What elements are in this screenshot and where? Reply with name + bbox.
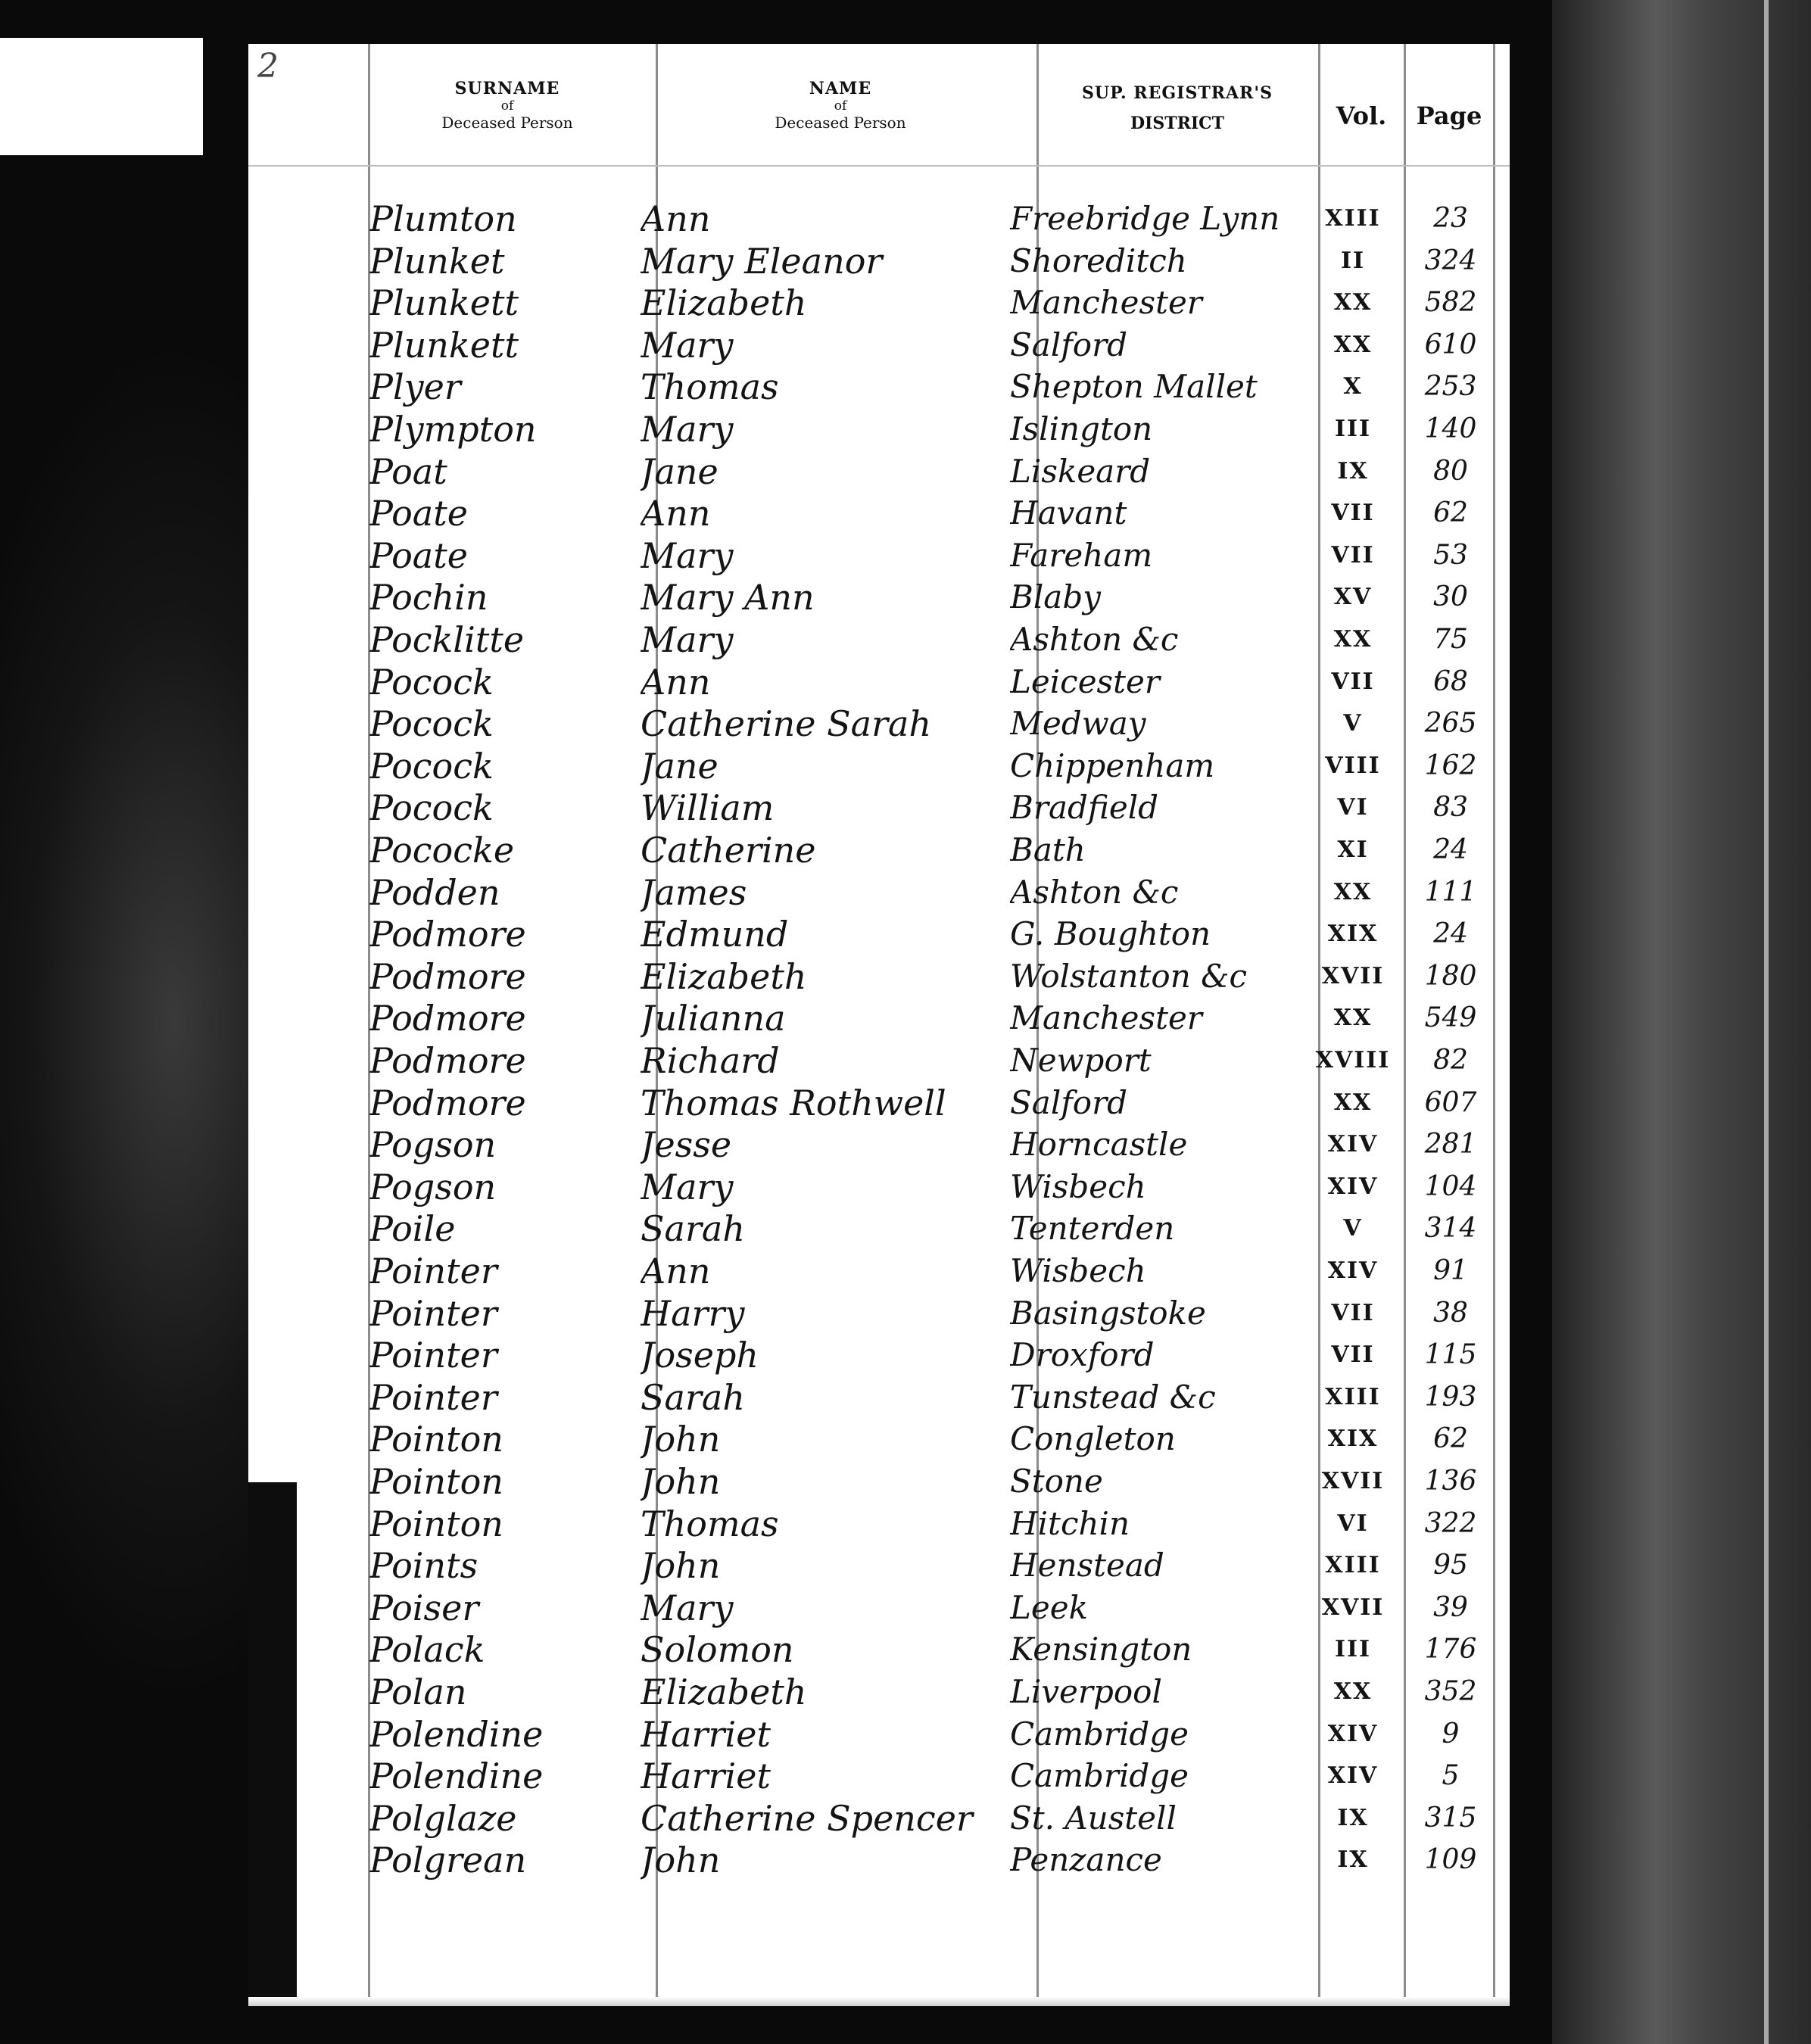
entry-page: 265 [1424,708,1477,739]
entry-vol: XIV [1327,1721,1379,1747]
entry-district: Islington [1010,410,1153,447]
entry-page: 109 [1424,1844,1477,1875]
entry-page: 115 [1424,1339,1477,1370]
entry-surname: Pointer [369,1335,497,1376]
header-name [727,79,954,132]
entry-page: 38 [1433,1298,1468,1329]
entry-name: Mary [641,1167,734,1207]
entry-name: Catherine Sarah [641,703,932,744]
entry-district: Chippenham [1010,747,1215,784]
entry-page: 83 [1433,792,1468,823]
entry-page: 322 [1424,1508,1477,1539]
entry-name: Jesse [641,1124,732,1165]
entry-page: 95 [1433,1550,1468,1581]
table-row [0,1251,1514,1292]
header-name-of: of [834,98,847,114]
entry-page: 91 [1433,1255,1468,1286]
entry-name: Mary [641,1588,734,1628]
entry-vol: XX [1333,1089,1373,1116]
entry-vol: III [1334,416,1372,442]
entry-district: Shoreditch [1010,242,1187,279]
entry-surname: Poat [369,451,447,492]
entry-name: John [641,1545,721,1586]
table-row [0,1335,1514,1376]
entry-page: 607 [1424,1087,1477,1118]
entry-page: 176 [1424,1634,1477,1665]
entry-page: 39 [1433,1592,1468,1623]
table-row [0,325,1514,366]
entry-page: 610 [1424,329,1477,360]
entry-district: St. Austell [1010,1799,1177,1837]
entry-surname: Poate [369,493,468,534]
entry-surname: Podmore [369,1040,526,1081]
entry-name: Sarah [641,1377,745,1418]
entry-page: 193 [1424,1382,1477,1413]
entry-vol: XVIII [1315,1047,1391,1073]
entry-district: Tenterden [1010,1210,1175,1247]
entry-district: Blaby [1010,578,1101,615]
entry-surname: Poate [369,535,468,576]
entry-district: Medway [1010,705,1146,742]
entry-vol: XX [1333,289,1373,316]
entry-page: 82 [1433,1045,1468,1076]
table-row [0,409,1514,450]
entry-vol: XV [1333,584,1373,610]
entry-district: Ashton &c [1010,621,1179,658]
entry-vol: VII [1331,500,1375,526]
entry-name: Sarah [641,1208,745,1249]
entry-page: 315 [1424,1803,1477,1834]
entry-name: Ann [641,1251,711,1292]
entry-page: 324 [1424,245,1477,276]
entry-page: 352 [1424,1676,1477,1707]
entry-name: Ann [641,493,711,534]
entry-district: Hitchin [1010,1505,1130,1542]
entry-vol: VIII [1325,752,1381,779]
entry-surname: Pochin [369,577,488,618]
entry-vol: VII [1331,542,1375,569]
entry-surname: Podden [369,872,500,913]
entry-surname: Polack [369,1629,485,1670]
header-name-sub: Deceased Person [775,114,906,132]
table-row [0,1714,1514,1755]
entry-vol: II [1340,248,1366,274]
entry-district: Shepton Mallet [1010,368,1258,405]
entry-surname: Podmore [369,998,526,1039]
header-name-main: NAME [809,79,872,98]
table-row [0,241,1514,282]
entry-name: John [641,1419,721,1460]
table-row [0,1840,1514,1880]
header-surname [409,79,606,132]
entry-page: 75 [1433,624,1468,655]
entry-vol: V [1343,1215,1363,1242]
film-edge-line [1764,0,1769,2044]
entry-vol: VII [1331,1341,1375,1368]
table-row [0,577,1514,618]
entry-district: Newport [1010,1042,1152,1079]
entry-district: Wisbech [1010,1252,1146,1289]
entry-surname: Poiser [369,1588,479,1628]
entry-district: Freebridge Lynn [1010,200,1280,237]
entry-district: Kensington [1010,1631,1192,1668]
table-row [0,619,1514,660]
entry-name: Mary [641,619,734,660]
table-row [0,1040,1514,1081]
table-row [0,998,1514,1039]
entry-surname: Podmore [369,956,526,997]
entry-district: Liskeard [1010,453,1151,490]
entry-page: 62 [1433,497,1468,528]
entry-surname: Podmore [369,914,526,955]
entry-surname: Polendine [369,1756,544,1796]
entry-name: Ann [641,662,711,703]
table-row [0,787,1514,828]
entry-vol: XIV [1327,1762,1379,1789]
entry-name: Elizabeth [641,1672,807,1712]
entry-district: Stone [1010,1463,1103,1500]
entry-vol: XX [1333,1005,1373,1031]
table-row [0,703,1514,744]
entry-district: Manchester [1010,284,1202,321]
entry-name: Elizabeth [641,282,807,323]
entry-surname: Pogson [369,1167,497,1207]
entry-district: Bradfield [1010,789,1159,826]
entry-name: William [641,787,775,828]
entry-district: Cambridge [1010,1715,1189,1753]
entry-surname: Plunkett [369,282,519,323]
entry-page: 9 [1442,1718,1460,1750]
entry-name: Mary [641,325,734,366]
table-row [0,914,1514,955]
entry-page: 549 [1424,1002,1477,1033]
entry-page: 104 [1424,1171,1477,1202]
entry-surname: Pocklitte [369,619,525,660]
table-row [0,493,1514,534]
entry-vol: IX [1337,458,1369,485]
entry-vol: XIV [1327,1257,1379,1284]
entry-page: 111 [1424,877,1477,908]
entry-district: Wolstanton &c [1010,958,1248,995]
entry-district: Leicester [1010,663,1160,700]
entry-surname: Pointon [369,1503,503,1544]
table-row [0,830,1514,871]
entry-vol: XVII [1321,1594,1385,1621]
entry-name: Mary Ann [641,577,815,618]
entry-district: Havant [1010,494,1127,531]
header-vol: Vol. [1336,101,1387,130]
entry-name: Catherine [641,830,816,871]
entry-vol: XX [1333,1678,1373,1705]
entry-vol: XVII [1321,1468,1385,1494]
entry-page: 253 [1424,371,1477,402]
entry-name: Thomas [641,1503,779,1544]
entry-name: Edmund [641,914,789,955]
entry-name: Jane [641,451,718,492]
entry-surname: Pococke [369,830,515,871]
table-row [0,535,1514,576]
entry-surname: Pogson [369,1124,497,1165]
table-row [0,1419,1514,1460]
entry-surname: Plunkett [369,325,519,366]
entry-name: John [641,1840,721,1880]
entry-page: 23 [1433,203,1468,234]
entry-vol: VII [1331,1300,1375,1326]
header-surname-of: of [500,98,514,114]
entry-district: Droxford [1010,1336,1155,1373]
entry-name: Mary Eleanor [641,241,883,282]
header-surname-sub: Deceased Person [441,114,573,132]
blank-label-box [0,38,203,155]
table-row [0,451,1514,492]
header-district [1045,83,1310,133]
table-row [0,1629,1514,1670]
entry-page: 281 [1424,1129,1477,1160]
table-row [0,1124,1514,1165]
entry-district: Leek [1010,1589,1089,1626]
header-rule [248,165,1510,167]
entry-surname: Poile [369,1208,456,1249]
table-row [0,1461,1514,1502]
entry-name: Elizabeth [641,956,807,997]
entry-vol: X [1343,373,1363,400]
entry-district: Tunstead &c [1010,1379,1216,1416]
entry-name: Harriet [641,1714,771,1755]
entry-page: 136 [1424,1466,1477,1497]
page-bottom-edge [248,1997,1510,2006]
entry-name: Mary [641,409,734,450]
table-row [0,1208,1514,1249]
entry-name: Richard [641,1040,780,1081]
entry-page: 30 [1433,581,1468,612]
entry-district: Fareham [1010,537,1153,574]
entry-surname: Pocock [369,662,494,703]
entry-vol: VI [1337,794,1369,821]
entry-page: 314 [1424,1213,1477,1244]
table-row [0,1798,1514,1839]
entry-district: Bath [1010,831,1086,868]
entry-surname: Plunket [369,241,505,282]
entry-surname: Plyer [369,366,461,407]
entry-name: Thomas Rothwell [641,1083,946,1123]
entry-page: 24 [1433,834,1468,865]
entry-name: Harry [641,1293,745,1334]
entry-vol: IX [1337,1805,1369,1831]
entry-name: Mary [641,535,734,576]
entry-page: 582 [1424,287,1477,318]
entry-surname: Plumton [369,198,517,239]
entry-district: Horncastle [1010,1126,1188,1163]
table-row [0,1503,1514,1544]
entry-page: 53 [1433,540,1468,571]
entry-surname: Pointer [369,1251,497,1292]
entry-page: 68 [1433,666,1468,697]
entry-surname: Pointon [369,1419,503,1460]
entry-district: G. Boughton [1010,915,1211,952]
entry-page: 80 [1433,456,1468,487]
entry-vol: VI [1337,1510,1369,1537]
entry-name: Joseph [641,1335,759,1376]
entry-district: Basingstoke [1010,1295,1206,1332]
table-row [0,746,1514,787]
entry-vol: IX [1337,1846,1369,1873]
table-row [0,1588,1514,1628]
table-row [0,1756,1514,1796]
entry-vol: XIV [1327,1131,1379,1158]
table-row [0,1083,1514,1123]
table-row [0,662,1514,703]
entry-name: Catherine Spencer [641,1798,973,1839]
entry-district: Ashton &c [1010,874,1179,911]
entry-vol: III [1334,1636,1372,1662]
entry-vol: XX [1333,332,1373,358]
header-surname-main: SURNAME [454,79,560,98]
entry-district: Manchester [1010,999,1202,1036]
entry-vol: XIX [1327,1426,1379,1452]
entry-name: Ann [641,198,711,239]
entry-vol: V [1343,710,1363,737]
entry-vol: XIII [1325,1384,1381,1410]
header-page: Page [1416,101,1482,130]
table-row [0,1293,1514,1334]
entry-vol: XIII [1325,205,1381,232]
header-district-sub: DISTRICT [1130,114,1225,133]
entry-district: Salford [1010,326,1128,363]
entry-page: 62 [1433,1423,1468,1454]
entry-district: Henstead [1010,1547,1164,1584]
entry-page: 24 [1433,918,1468,949]
entry-page: 140 [1424,413,1477,444]
table-row [0,282,1514,323]
table-row [0,366,1514,407]
entry-surname: Pocock [369,703,494,744]
entry-district: Congleton [1010,1420,1176,1457]
entry-district: Cambridge [1010,1757,1189,1794]
entry-vol: XVII [1321,963,1385,989]
entry-surname: Pocock [369,787,494,828]
entry-vol: VII [1331,668,1375,695]
entry-name: Thomas [641,366,779,407]
entry-page: 180 [1424,961,1477,992]
table-row [0,198,1514,239]
entry-surname: Points [369,1545,478,1586]
entry-surname: Polendine [369,1714,544,1755]
entry-vol: XIX [1327,921,1379,947]
entry-vol: XI [1337,837,1369,863]
entry-surname: Plympton [369,409,537,450]
entry-vol: XX [1333,879,1373,905]
entry-district: Liverpool [1010,1673,1162,1710]
entry-name: Solomon [641,1629,794,1670]
entry-surname: Pointer [369,1293,497,1334]
entry-surname: Pointer [369,1377,497,1418]
entry-name: Harriet [641,1756,771,1796]
film-edge-strip [1552,0,1811,2044]
entry-name: James [641,872,747,913]
table-row [0,1167,1514,1207]
table-row [0,1377,1514,1418]
entry-district: Penzance [1010,1841,1162,1878]
entry-surname: Pointon [369,1461,503,1502]
entry-surname: Polglaze [369,1798,517,1839]
entry-surname: Polgrean [369,1840,527,1880]
entry-vol: XIII [1325,1552,1381,1578]
entry-name: John [641,1461,721,1502]
table-row [0,1672,1514,1712]
entry-page: 5 [1442,1760,1460,1791]
entry-surname: Pocock [369,746,494,787]
entry-vol: XX [1333,626,1373,653]
table-row [0,1545,1514,1586]
entry-name: Julianna [641,998,786,1039]
entry-surname: Podmore [369,1083,526,1123]
entry-page: 162 [1424,750,1477,781]
entry-surname: Polan [369,1672,467,1712]
entry-vol: XIV [1327,1173,1379,1200]
page-number: 2 [257,47,279,86]
table-row [0,956,1514,997]
entry-name: Jane [641,746,718,787]
header-district-main: SUP. REGISTRAR'S [1082,83,1273,103]
table-row [0,872,1514,913]
entry-district: Salford [1010,1084,1128,1121]
entry-district: Wisbech [1010,1168,1146,1205]
